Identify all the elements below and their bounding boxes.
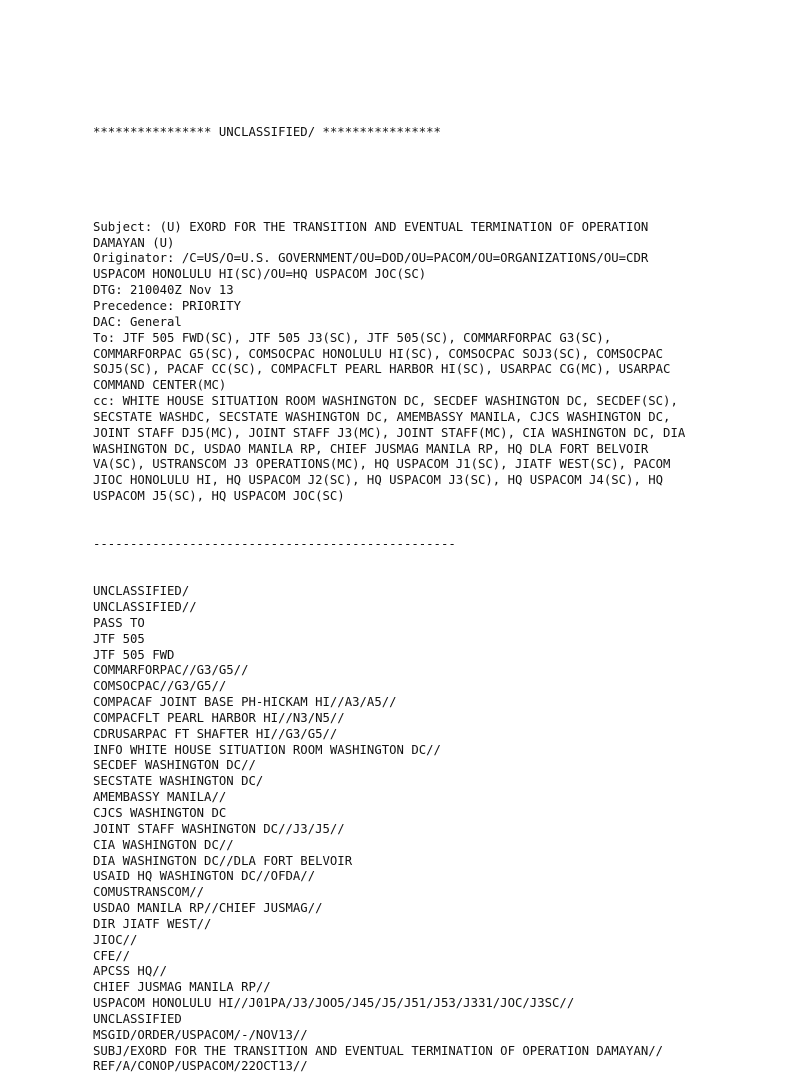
header-line: COMMARFORPAC G5(SC), COMSOCPAC HONOLULU HI(SC), COMSOCPAC SOJ3(SC), COMSOCPAC (93, 346, 664, 361)
body-line: JTF 505 (93, 631, 145, 646)
body-line: UNCLASSIFIED// (93, 600, 197, 614)
body-line: CHIEF JUSMAG MANILA RP// (93, 980, 271, 995)
header-line: JOINT STAFF DJ5(MC), JOINT STAFF J3(MC), JOINT STAFF(MC), CIA WASHINGTON DC, DIA (93, 425, 686, 440)
header-line: Subject: (U) EXORD FOR THE TRANSITION AND EVENTUAL TERMINATION OF OPERATION (93, 219, 649, 234)
body-line: USDAO MANILA RP//CHIEF JUSMAG// (93, 901, 323, 916)
body-line: REF/A/CONOP/USPACOM/22OCT13// (93, 1059, 308, 1074)
header-line: SOJ5(SC), PACAF CC(SC), COMPACFLT PEARL HARBOR HI(SC), USARPAC CG(MC), USARPAC (93, 362, 671, 377)
separator-line: ------------------------------------------------- (93, 536, 456, 551)
header-line: To: JTF 505 FWD(SC), JTF 505 J3(SC), JTF 505(SC), COMMARFORPAC G3(SC), (93, 330, 612, 345)
body-line: USAID HQ WASHINGTON DC//OFDA// (93, 869, 316, 884)
body-line: JOINT STAFF WASHINGTON DC//J3/J5// (93, 821, 345, 836)
message-document (93, 93, 773, 1091)
header-line: SECSTATE WASHDC, SECSTATE WASHINGTON DC, AMEMBASSY MANILA, CJCS WASHINGTON DC, (93, 409, 671, 424)
body-line: AMEMBASSY MANILA// (93, 790, 227, 805)
classification-banner: **************** UNCLASSIFIED/ **************** (93, 124, 441, 139)
body-line: CFE// (93, 948, 131, 963)
header-line: Precedence: PRIORITY (93, 298, 242, 313)
body-line: CJCS WASHINGTON DC (93, 805, 227, 820)
body-line: COMPACAF JOINT BASE PH-HICKAM HI//A3/A5// (93, 695, 397, 710)
body-line: SECSTATE WASHINGTON DC/ (93, 774, 264, 789)
body-line: UNCLASSIFIED/ (93, 584, 190, 599)
header-line: JIOC HONOLULU HI, HQ USPACOM J2(SC), HQ USPACOM J3(SC), HQ USPACOM J4(SC), HQ (93, 473, 664, 488)
body-line: SECDEF WASHINGTON DC// (93, 758, 256, 773)
body-line: UNCLASSIFIED (93, 1011, 182, 1026)
body-line: MSGID/ORDER/USPACOM/-/NOV13// (93, 1027, 308, 1042)
header-line: COMMAND CENTER(MC) (93, 378, 227, 393)
header-line: DAC: General (93, 314, 182, 329)
body-line: DIA WASHINGTON DC//DLA FORT BELVOIR (93, 853, 353, 868)
body-line: CDRUSARPAC FT SHAFTER HI//G3/G5// (93, 726, 338, 741)
header-line: Originator: /C=US/O=U.S. GOVERNMENT/OU=DOD/OU=PACOM/OU=ORGANIZATIONS/OU=CDR (93, 251, 649, 266)
header-line: USPACOM J5(SC), HQ USPACOM JOC(SC) (93, 489, 345, 504)
body-line: USPACOM HONOLULU HI//J01PA/J3/JOO5/J45/J5/J51/J53/J331/JOC/J3SC// (93, 996, 575, 1011)
body-line: COMPACFLT PEARL HARBOR HI//N3/N5// (93, 710, 345, 725)
header-line: WASHINGTON DC, USDAO MANILA RP, CHIEF JUSMAG MANILA RP, HQ DLA FORT BELVOIR (93, 441, 649, 456)
body-line: COMUSTRANSCOM// (93, 885, 205, 900)
body-line: APCSS HQ// (93, 964, 168, 979)
body-line: COMMARFORPAC//G3/G5// (93, 663, 249, 678)
blank-line (93, 172, 773, 188)
message-header (93, 220, 773, 505)
message-body (93, 584, 773, 1075)
body-line: CIA WASHINGTON DC// (93, 837, 234, 852)
body-line: JIOC// (93, 932, 138, 947)
header-line: DTG: 210040Z Nov 13 (93, 283, 234, 298)
body-line: PASS TO (93, 615, 145, 630)
header-line: USPACOM HONOLULU HI(SC)/OU=HQ USPACOM JOC(SC) (93, 267, 427, 282)
body-line: JTF 505 FWD (93, 647, 175, 662)
header-line: VA(SC), USTRANSCOM J3 OPERATIONS(MC), HQ USPACOM J1(SC), JIATF WEST(SC), PACOM (93, 457, 671, 472)
header-line: cc: WHITE HOUSE SITUATION ROOM WASHINGTON DC, SECDEF WASHINGTON DC, SECDEF(SC), (93, 394, 678, 409)
body-line: COMSOCPAC//G3/G5// (93, 679, 227, 694)
body-line: SUBJ/EXORD FOR THE TRANSITION AND EVENTUAL TERMINATION OF OPERATION DAMAYAN// (93, 1043, 664, 1058)
body-line: INFO WHITE HOUSE SITUATION ROOM WASHINGTON DC// (93, 742, 441, 757)
header-line: DAMAYAN (U) (93, 235, 175, 250)
body-line: DIR JIATF WEST// (93, 916, 212, 931)
